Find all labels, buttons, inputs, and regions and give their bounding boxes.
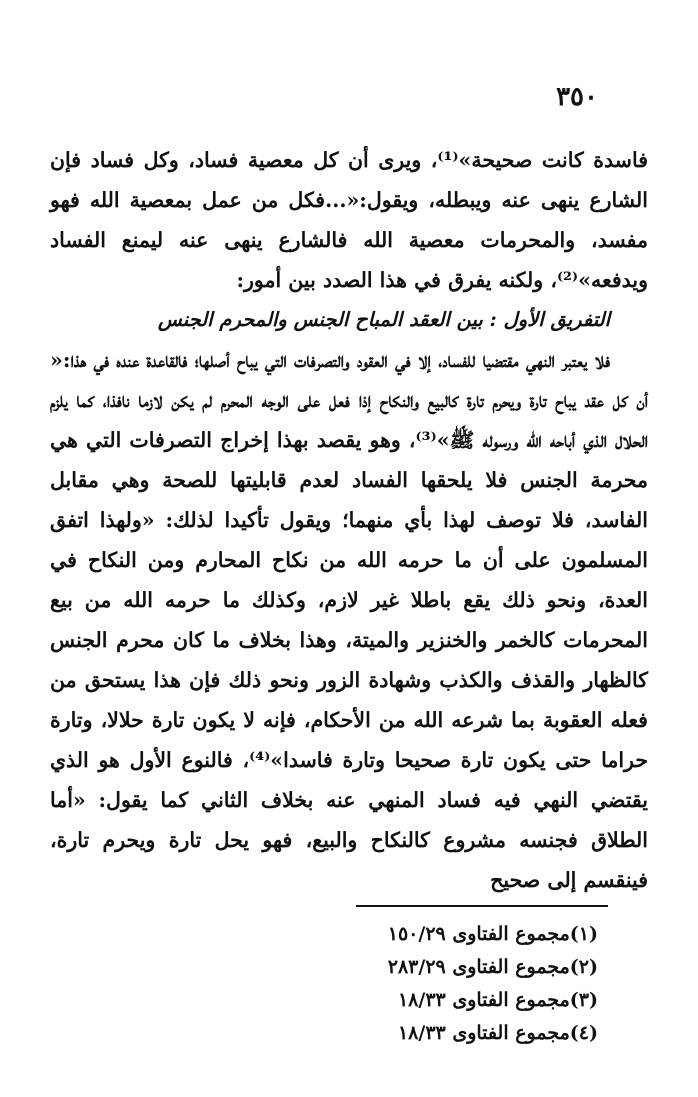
main-text bbox=[50, 140, 648, 900]
footnote-3: (٣)مجموع الفتاوى ١٨/٣٣ bbox=[397, 989, 598, 1011]
page-number: ٣٥٠ bbox=[556, 82, 598, 112]
footnote-2: (٢)مجموع الفتاوى ٢٨٣/٢٩ bbox=[387, 956, 598, 978]
paragraph-1: فاسدة كانت صحيحة»⁽¹⁾، ويرى أن كل معصية فساد، وكل فساد فإن الشارع ينهى عنه ويبطله، ويقول:«...فكل من عمل بمعصية الله فهو مفسد، والمحرمات معصية الله فالشارع ينهى عنه ليمنع الفساد ويدفعه»⁽²⁾، ولكنه يفرق في هذا الصدد بين أمور: bbox=[50, 148, 648, 292]
paragraph-2: فلا يعتبر النهي مقتضيا للفساد، إلا في العقود والتصرفات التي يباح أصلها؛ فالقاعدة عنده في هذا:« أن كل عقد يباح تارة ويحرم تارة كالبيع والنكاح إذا فعل على الوجه المحرم لم يكن لازما نافذا، كما يلزم الحلال الذي أباحه الله ورسوله ﷺ»⁽³⁾، وهو يقصد بهذا إخراج التصرفات التي هي محرمة الجنس فلا يلحقها الفساد لعدم قابليتها للصحة وهي مقابل الفاسد، فلا توصف لهذا بأي منهما؛ ويقول تأكيدا لذلك: «ولهذا اتفق المسلمون على أن ما حرمه الله من نكاح المحارم ومن النكاح في العدة، ونحو ذلك يقع باطلا غير لازم، وكذلك ما حرمه الله من بيع المحرمات كالخمر والخنزير والميتة، وهذا بخلاف ما كان محرم الجنس كالظهار والقذف والكذب وشهادة الزور ونحو ذلك فإن هذا يستحق من فعله العقوبة بما شرعه الله من الأحكام، فإنه لا يكون تارة حلالا، وتارة حراما حتى يكون تارة صحيحا وتارة فاسدا»⁽⁴⁾، فالنوع الأول هو الذي يقتضي النهي فيه فساد المنهي عنه بخلاف الثاني كما يقول: «أما الطلاق فجنسه مشروع كالنكاح والبيع، فهو يحل تارة ويحرم تارة، فينقسم إلى صحيح bbox=[50, 348, 648, 892]
footnote-1: (١)مجموع الفتاوى ١٥٠/٢٩ bbox=[387, 923, 598, 945]
footnote-4: (٤)مجموع الفتاوى ١٨/٣٣ bbox=[397, 1022, 598, 1044]
footnotes bbox=[198, 918, 598, 1050]
footnote-divider bbox=[356, 905, 608, 907]
section-heading: التفريق الأول : بين العقد المباح الجنس والمحرم الجنس bbox=[157, 308, 610, 331]
